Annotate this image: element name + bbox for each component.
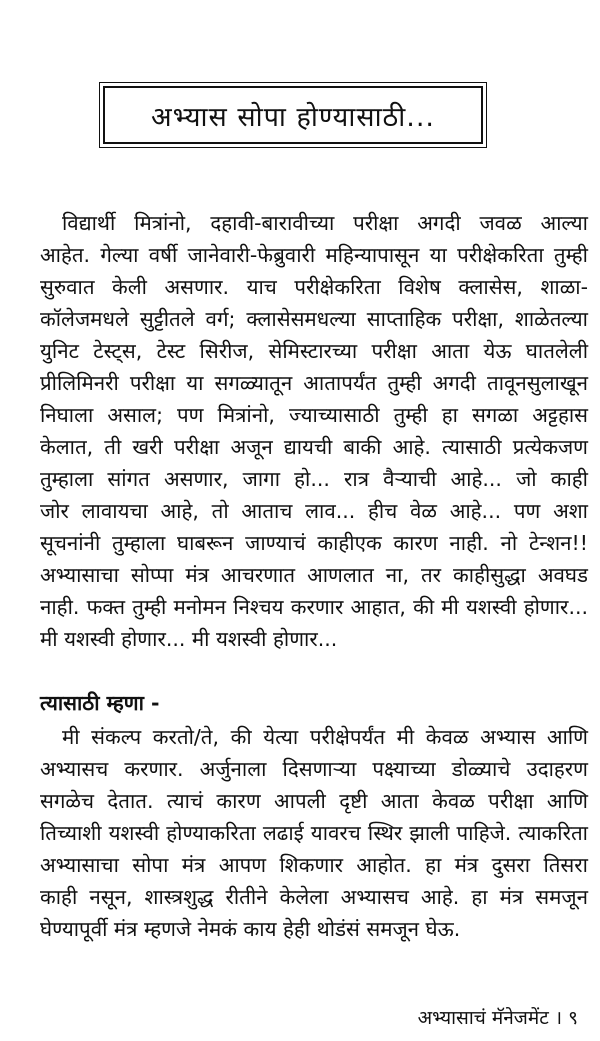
paragraph-1-line: युनिट टेस्ट्स, टेस्ट सिरीज, सेमिस्टारच्या परीक्षा आता येऊ घातलेली [40, 339, 588, 363]
paragraph-1-line: जोर लावायचा आहे, तो आताच लाव... हीच वेळ आहे... पण अशा [40, 499, 588, 523]
paragraph-2-line: मी संकल्प करतो/ते, की येत्या परीक्षेपर्यंत मी केवळ अभ्यास आणि [62, 725, 588, 749]
paragraph-2-line: सगळेच देतात. त्याचं कारण आपली दृष्टी आता केवळ परीक्षा आणि [40, 789, 588, 813]
paragraph-1-line: तुम्हाला सांगत असणार, जागा हो... रात्र वैऱ्याची आहे... जो काही [40, 467, 588, 491]
paragraph-1-line: निघाला असाल; पण मित्रांनो, ज्याच्यासाठी तुम्ही हा सगळा अट्टहास [40, 403, 588, 427]
chapter-title-box [103, 86, 483, 144]
page-footer: अभ्यासाचं मॅनेजमेंट । ९ [417, 1007, 578, 1029]
paragraph-1-line: केलात, ती खरी परीक्षा अजून द्यायची बाकी आहे. त्यासाठी प्रत्येकजण [40, 435, 588, 459]
paragraph-1-line: नाही. फक्त तुम्ही मनोमन निश्चय करणार आहात, की मी यशस्वी होणार... [40, 595, 588, 619]
paragraph-1-line: प्रीलिमिनरी परीक्षा या सगळ्यातून आतापर्यंत तुम्ही अगदी तावूनसुलाखून [40, 371, 588, 395]
paragraph-2-line: घेण्यापूर्वी मंत्र म्हणजे नेमकं काय हेही थोडंसं समजून घेऊ. [40, 917, 461, 941]
paragraph-1-line: मी यशस्वी होणार... मी यशस्वी होणार... [40, 627, 338, 651]
paragraph-1-line: अभ्यासाचा सोप्पा मंत्र आचरणात आणलात ना, तर काहीसुद्धा अवघड [40, 563, 588, 587]
paragraph-1-line: आहेत. गेल्या वर्षी जानेवारी-फेब्रुवारी महिन्यापासून या परीक्षेकरिता तुम्ही [40, 243, 588, 267]
paragraph-2-line: तिच्याशी यशस्वी होण्याकरिता लढाई यावरच स्थिर झाली पाहिजे. त्याकरिता [40, 821, 588, 845]
subheading: त्यासाठी म्हणा - [40, 691, 160, 715]
paragraph-2-line: काही नसून, शास्त्रशुद्ध रीतीने केलेला अभ्यासच आहे. हा मंत्र समजून [40, 885, 588, 909]
chapter-title: अभ्यास सोपा होण्यासाठी... [151, 101, 435, 133]
paragraph-2-line: अभ्यासच करणार. अर्जुनाला दिसणाऱ्या पक्ष्याच्या डोळ्याचे उदाहरण [40, 757, 588, 781]
paragraph-1-line: विद्यार्थी मित्रांनो, दहावी-बारावीच्या परीक्षा अगदी जवळ आल्या [62, 211, 588, 235]
paragraph-1-line: कॉलेजमधले सुट्टीतले वर्ग; क्लासेसमधल्या साप्ताहिक परीक्षा, शाळेतल्या [40, 307, 588, 331]
paragraph-1-line: सुरुवात केली असणार. याच परीक्षेकरिता विशेष क्लासेस, शाळा- [40, 275, 588, 299]
paragraph-1-line: सूचनांनी तुम्हाला घाबरून जाण्याचं काहीएक कारण नाही. नो टेन्शन!! [40, 531, 588, 555]
paragraph-2-line: अभ्यासाचा सोपा मंत्र आपण शिकणार आहोत. हा मंत्र दुसरा तिसरा [40, 853, 588, 877]
